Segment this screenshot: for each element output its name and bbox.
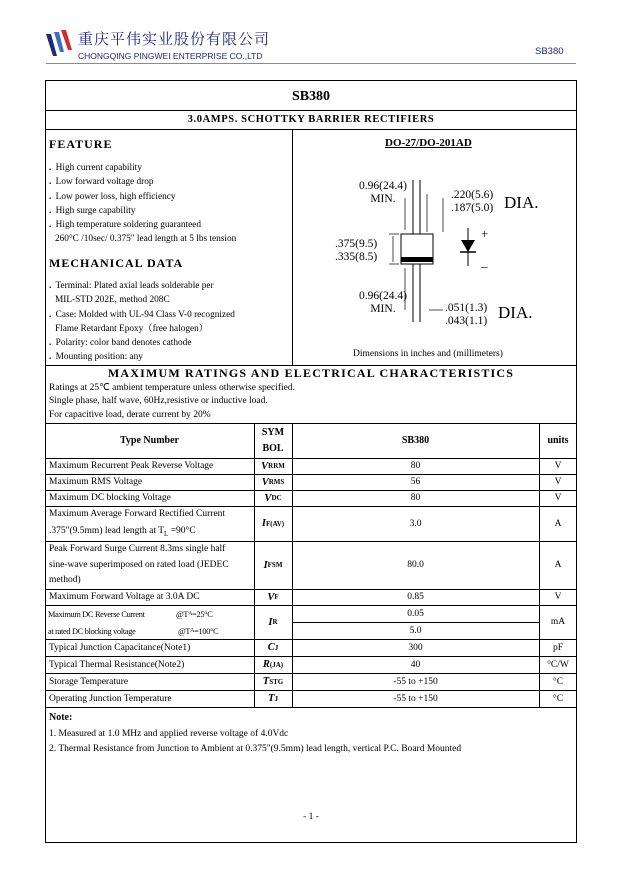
table-row-param: Typical Thermal Resistance(Note2) [49,659,185,670]
dimensions-note: Dimensions in inches and (millimeters) [353,349,503,359]
value-ir-25c: 0.05 [407,608,424,619]
lead-diameter: .051(1.3) .043(1.1) [445,302,488,327]
list-item: 260°C /10sec/ 0.375" lead length at 5 lbs tension [55,234,237,245]
unit-vdc: V [554,493,562,503]
table-row-param: Storage Temperature [49,676,129,687]
header-symbol: SYM BOL [261,426,285,454]
table-row-param: Maximum RMS Voltage [49,477,143,487]
list-item: . Case: Molded with UL-94 Class V-0 recognized [49,309,235,320]
table-rule [45,707,577,708]
value-vrrm: 80 [410,461,421,471]
unit-vrrm: V [554,461,562,471]
symbol-ifsm: I FSM [263,559,283,571]
condition-line: Ratings at 25℃ ambient temperature unless otherwise specified. [49,383,295,393]
list-item: . High temperature soldering guaranteed [49,220,201,231]
table-row-param: at rated DC blocking voltage @T A =100°C [48,626,219,636]
dia-label-2: DIA. [498,303,533,322]
list-item: . Polarity: color band denotes cathode [49,338,192,349]
value-tstg: -55 to +150 [393,676,438,687]
value-vdc: 80 [410,493,421,503]
table-row-param: Maximum Forward Voltage at 3.0A DC [49,592,200,602]
header-type-number: Type Number [120,435,179,446]
lead-length-top: 0.96(24.4) MIN. [359,180,407,205]
symbol-vf: V F [267,591,279,603]
note-item: 2. Thermal Resistance from Junction to Ambient at 0.375"(9.5mm) lead length, vertical P.C. Board Mounted [49,744,462,754]
list-item: . High current capability [49,163,142,173]
value-ifsm: 80.0 [407,560,424,570]
table-row-param: Maximum DC blocking Voltage [49,493,171,503]
symbol-ir: I R [268,616,278,628]
feature-list [49,161,236,247]
unit-vf: V [554,592,562,602]
divider [45,110,577,111]
list-item: . High surge capability [49,205,136,216]
header-rule [46,63,576,64]
table-row-param: Operating Junction Temperature [49,693,172,704]
table-row-param: Typical Junction Capacitance(Note1) [49,642,191,653]
value-tj: -55 to +150 [393,693,438,704]
symbol-tstg: T STG [262,676,284,687]
unit-cj: pF [552,642,564,653]
symbol-rja: R (JA) [262,659,284,670]
part-title: SB380 [291,89,331,104]
lead-length-condition: .375"(9.5mm) lead length at $T_L =90^\circ C$ [49,525,196,538]
unit-rja: °C/W [547,659,569,670]
value-vf: 0.85 [407,592,424,602]
divider [45,129,577,130]
unit-ifsm: A [554,560,562,570]
package-title: DO-27/DO-201AD [385,137,472,149]
anode-plus: + [481,226,489,241]
unit-ifav: A [554,518,562,529]
list-item: . Terminal: Plated axial leads solderable per [49,281,214,291]
mechanical-list [49,279,235,365]
body-length: .375(9.5) .335(8.5) [335,238,378,263]
symbol-vrms: V RMS [261,476,285,488]
value-rja: 40 [410,659,421,670]
unit-ir: mA [550,617,566,627]
notes-title: Note: [49,712,73,723]
symbol-tj: T J [268,693,278,704]
table-row-param: Maximum Average Forward Rectified Current .375"(9.5mm) lead length at $T_L =90^\circ C$ [45,507,254,541]
symbol-vrrm: V RRM [261,460,285,472]
header-units: units [547,435,569,446]
note-item: 1. Measured at 1.0 MHz and applied reverse voltage of 4.0Vdc [49,729,289,739]
feature-title: FEATURE [49,137,113,151]
list-item: Flame Retardant Epoxy（free halogen） [55,323,209,334]
condition-line: For capacitive load, derate current by 20% [49,410,211,420]
table-row-param: Peak Forward Surge Current 8.3ms single half sine-wave superimposed on rated load (JEDEC method) [49,544,229,586]
list-item: . Low power loss, high efficiency [49,191,176,202]
header-part: SB380 [401,435,430,446]
value-ir-100c: 5.0 [409,625,422,636]
table-row-param: Maximum Recurrent Peak Reverse Voltage [49,461,214,471]
company-name-en: CHONGQING PINGWEI ENTERPRISE CO.,LTD [78,51,263,61]
header-part-code: SB380 [535,46,564,57]
dia-label: DIA. [504,193,539,212]
list-item: . Low forward voltage drop [49,177,154,188]
company-name-cn: 重庆平伟实业股份有限公司 [78,30,271,48]
body-diameter: .220(5.6) .187(5.0) [451,189,494,214]
value-ifav: 3.0 [409,518,422,529]
page-number: - 1 - [303,812,319,822]
cathode-minus: _ [481,254,488,269]
symbol-ifav: I F(AV) [261,518,285,529]
unit-tstg: °C [552,676,564,687]
symbol-cj: C J [267,642,279,653]
company-logo [46,30,72,60]
part-subtitle: 3.0AMPS. SCHOTTKY BARRIER RECTIFIERS [187,114,435,125]
value-vrms: 56 [410,477,421,487]
ratings-title: MAXIMUM RATINGS AND ELECTRICAL CHARACTERISTICS [107,366,515,380]
list-item: . Mounting position: any [49,352,143,363]
unit-tj: °C [552,693,564,704]
table-row-param: Maximum DC Reverse Current @T A =25°C [48,609,213,619]
value-cj: 300 [408,642,423,653]
mechanical-title: MECHANICAL DATA [49,256,184,270]
unit-vrms: V [554,477,562,487]
list-item: MIL-STD 202E, method 208C [55,295,170,306]
condition-line: Single phase, half wave, 60Hz,resistive or inductive load. [49,396,268,406]
lead-length-bottom: 0.96(24.4) MIN. [359,290,407,315]
symbol-vdc: V DC [264,492,282,504]
